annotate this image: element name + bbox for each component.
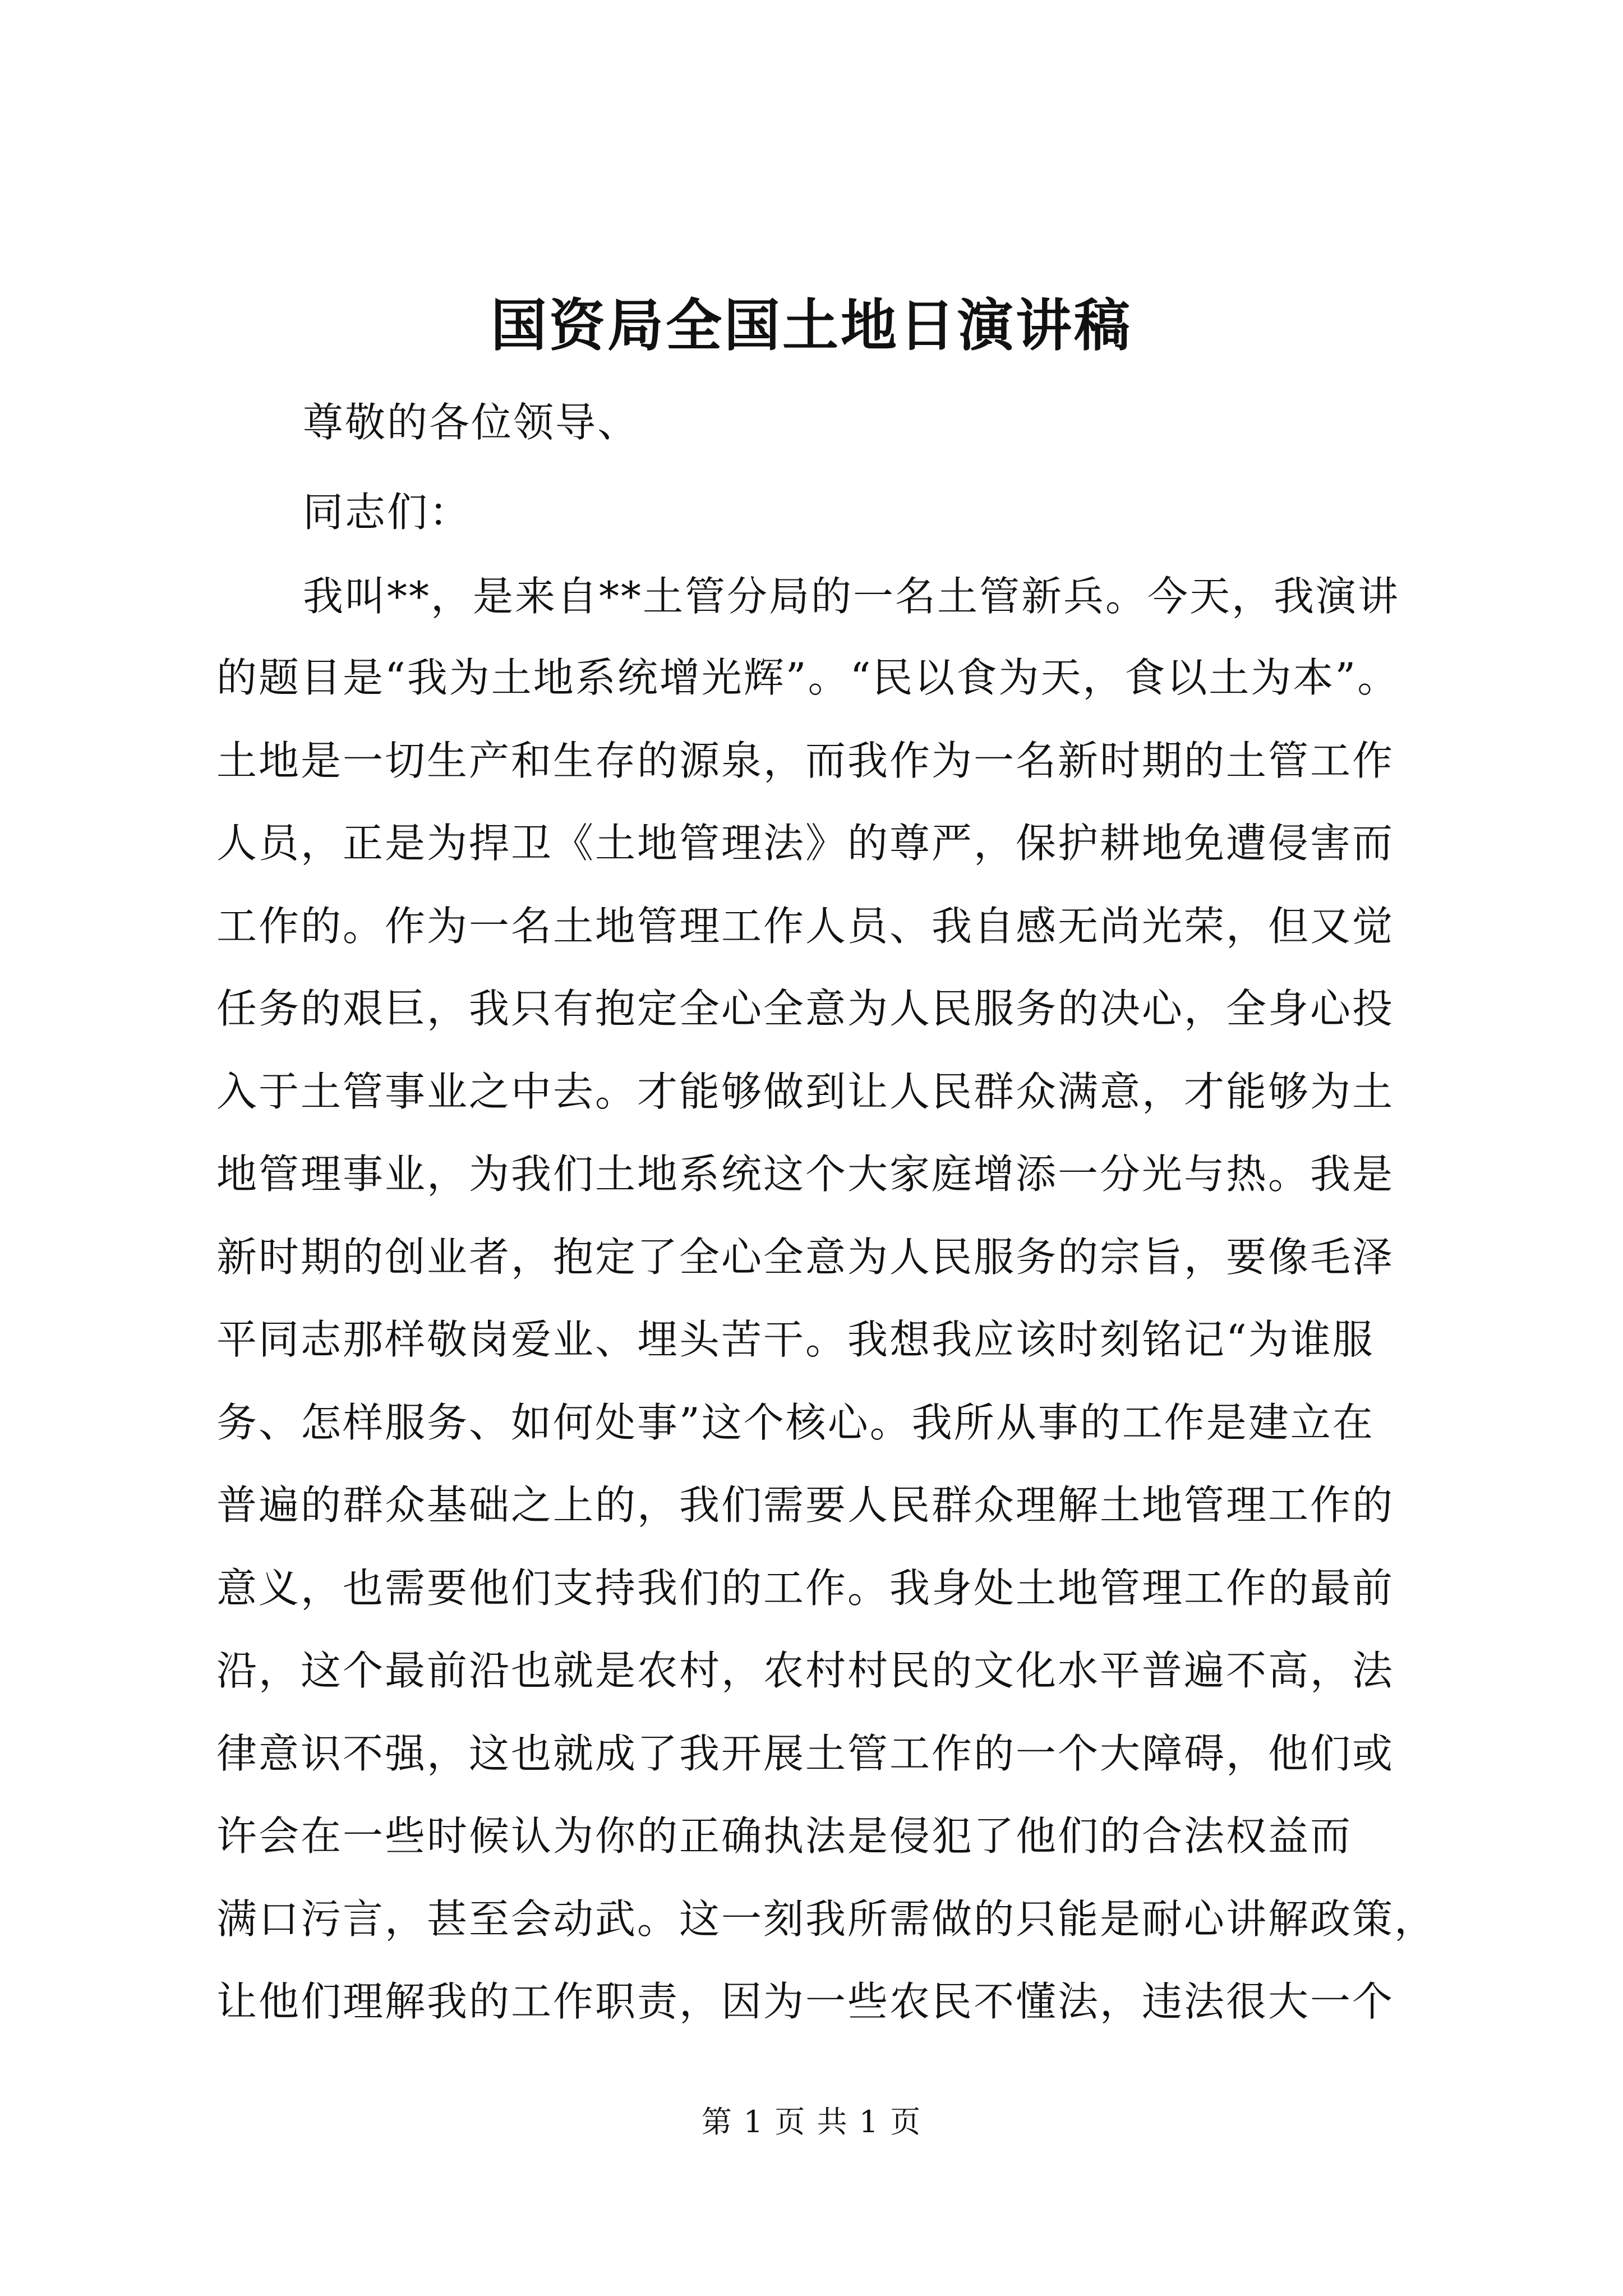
page-footer: 第 1 页 共 1 页 (701, 2104, 922, 2139)
body-line: 入于土管事业之中去。才能够做到让人民群众满意，才能够为土 (216, 1068, 1395, 1115)
salutation-line-1: 尊敬的各位领导、 (303, 399, 640, 446)
body-line: 许会在一些时候认为你的正确执法是侵犯了他们的合法权益而 (216, 1812, 1353, 1860)
body-line: 新时期的创业者，抱定了全心全意为人民服务的宗旨，要像毛泽 (216, 1234, 1395, 1281)
body-line: 让他们理解我的工作职责，因为一些农民不懂法，违法很大一个 (216, 1978, 1395, 2025)
body-line: 律意识不强，这也就成了我开展土管工作的一个大障碍，他们或 (216, 1730, 1395, 1777)
document-title: 国资局全国土地日演讲稿 (491, 292, 1132, 358)
body-line: 任务的艰巨，我只有抱定全心全意为人民服务的决心，全身心投 (216, 985, 1395, 1032)
salutation-line-2: 同志们： (303, 489, 472, 536)
body-line: 工作的。作为一名土地管理工作人员、我自感无尚光荣，但又觉 (216, 903, 1395, 950)
body-line: 土地是一切生产和生存的源泉，而我作为一名新时期的土管工作 (216, 737, 1395, 784)
body-line: 意义，也需要他们支持我们的工作。我身处土地管理工作的最前 (216, 1565, 1395, 1612)
body-line: 满口污言，甚至会动武。这一刻我所需做的只能是耐心讲解政策， (216, 1895, 1437, 1943)
body-line: 人员，正是为捍卫《土地管理法》的尊严，保护耕地免遭侵害而 (216, 820, 1395, 867)
body-line: 的题目是“我为土地系统增光辉”。“民以食为天，食以土为本”。 (216, 654, 1400, 701)
body-line: 我叫**，是来自**土管分局的一名土管新兵。今天，我演讲 (303, 573, 1400, 620)
body-line: 普遍的群众基础之上的，我们需要人民群众理解土地管理工作的 (216, 1481, 1395, 1529)
body-line: 平同志那样敬岗爱业、埋头苦干。我想我应该时刻铭记“为谁服 (216, 1316, 1375, 1363)
body-line: 沿，这个最前沿也就是农村，农村村民的文化水平普遍不高，法 (216, 1647, 1395, 1694)
body-line: 务、怎样服务、如何处事”这个核心。我所从事的工作是建立在 (216, 1399, 1375, 1446)
body-line: 地管理事业，为我们土地系统这个大家庭增添一分光与热。我是 (216, 1151, 1395, 1198)
